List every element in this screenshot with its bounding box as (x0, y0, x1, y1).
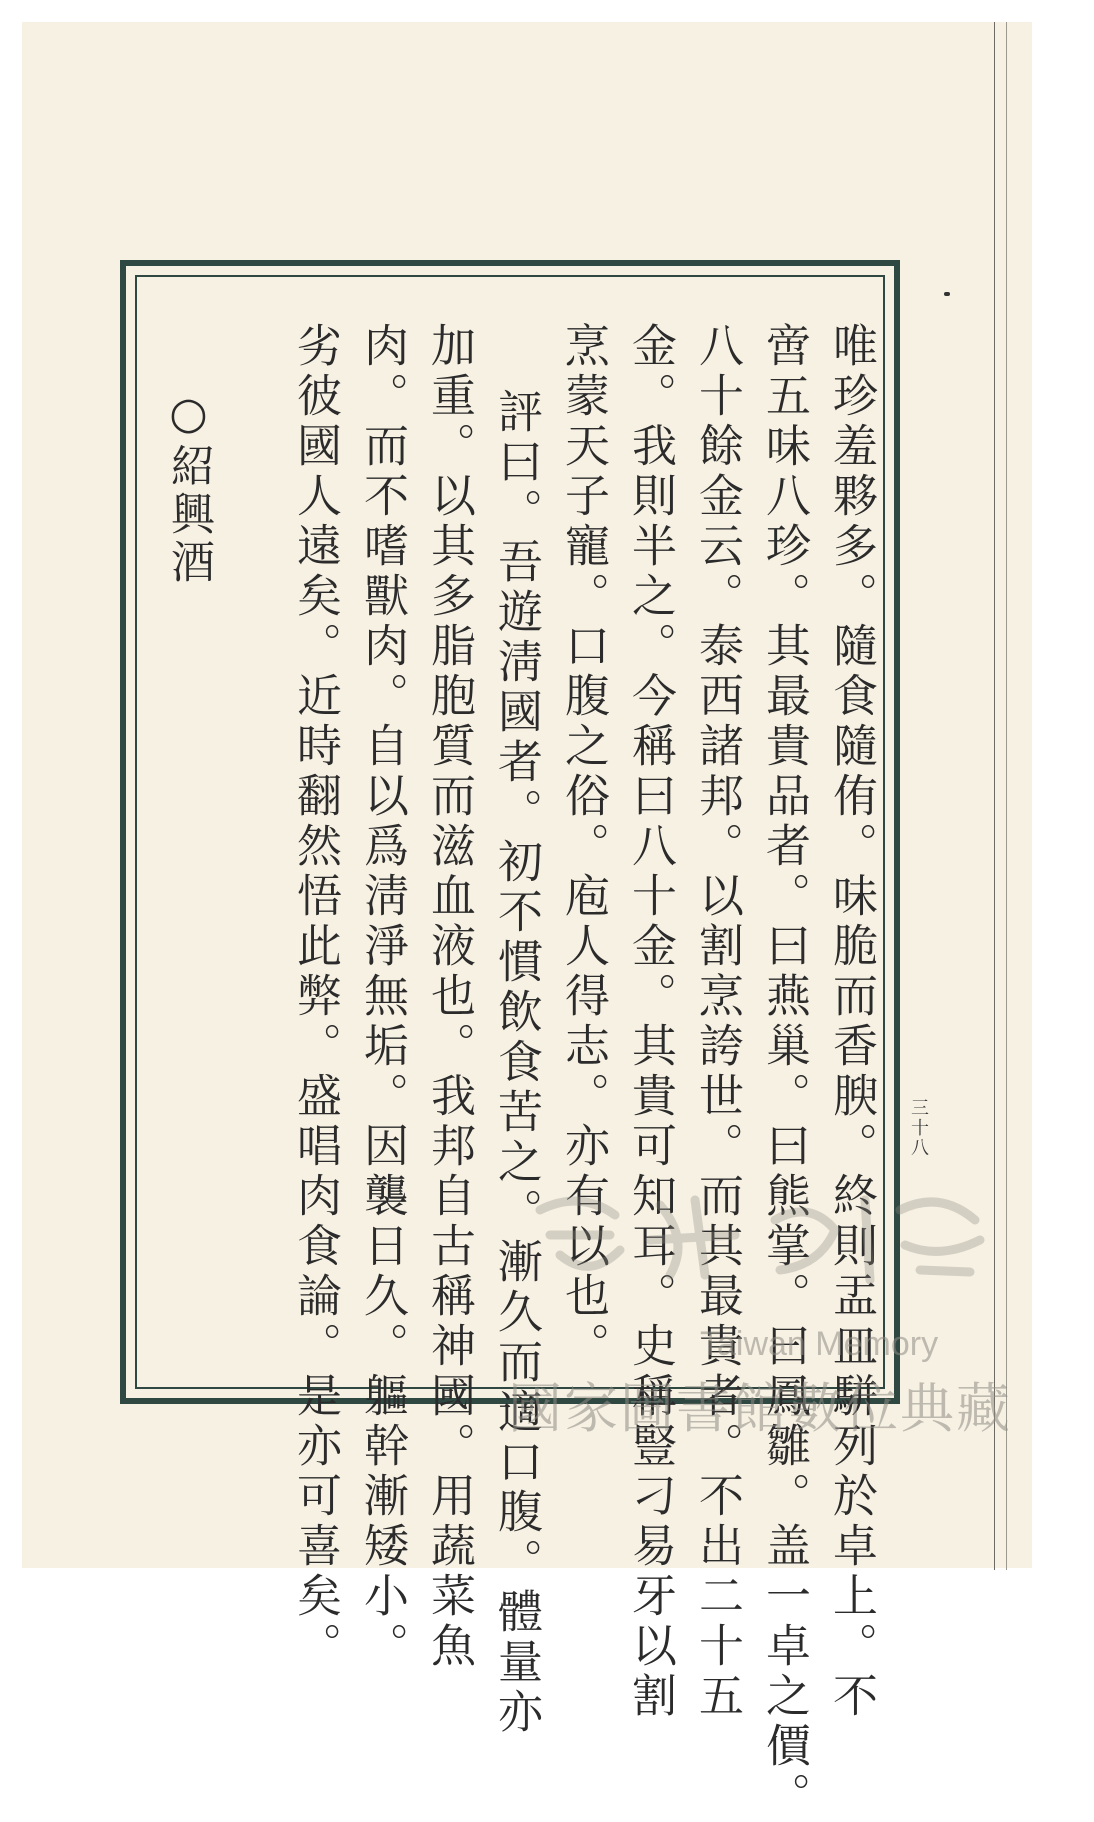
text-column-4: 金。我則半之。今稱曰八十金。其貴可知耳。史稱豎刁易牙以割 (624, 322, 677, 1722)
text-column-2: 啻五味八珍。其最貴品者。曰燕巢。曰熊掌。曰鳳雛。盖一卓之價。 (758, 322, 811, 1822)
watermark-chinese-text: 國家圖書館數位典藏 (508, 1377, 1012, 1440)
commentary-column-2: 加重。以其多脂胞質而滋血液也。我邦自古稱神國。用蔬菜魚 (423, 322, 476, 1672)
watermark-logo-image (520, 1180, 1000, 1290)
commentary-column-4: 劣彼國人遠矣。近時翻然悟此弊。盛唱肉食論。是亦可喜矣。 (289, 322, 342, 1672)
commentary-column-1: 評曰。吾遊淸國者。初不慣飲食苦之。漸久而適口腹。體量亦 (490, 388, 543, 1738)
commentary-column-3: 肉。而不嗜獸肉。自以爲淸淨無垢。因襲日久。軀幹漸矮小。 (356, 322, 409, 1672)
text-column-5: 烹蒙天子寵。口腹之俗。庖人得志。亦有以也。 (557, 322, 610, 1372)
text-column-3: 八十餘金云。泰西諸邦。以割烹誇世。而其最貴者。不出二十五 (691, 322, 744, 1722)
watermark-latin-text: Taiwan Memory (700, 1325, 939, 1363)
section-heading: ○紹興酒 (163, 388, 214, 587)
page-edge-line (994, 22, 995, 1570)
page-edge-line-thin (1006, 22, 1007, 1570)
text-column-1: 唯珍羞夥多。隨食隨侑。味脆而香腴。終則盂皿駢列於卓上。不 (825, 322, 878, 1722)
ink-speck (944, 292, 950, 296)
page-number: 三十八 (908, 1098, 929, 1158)
